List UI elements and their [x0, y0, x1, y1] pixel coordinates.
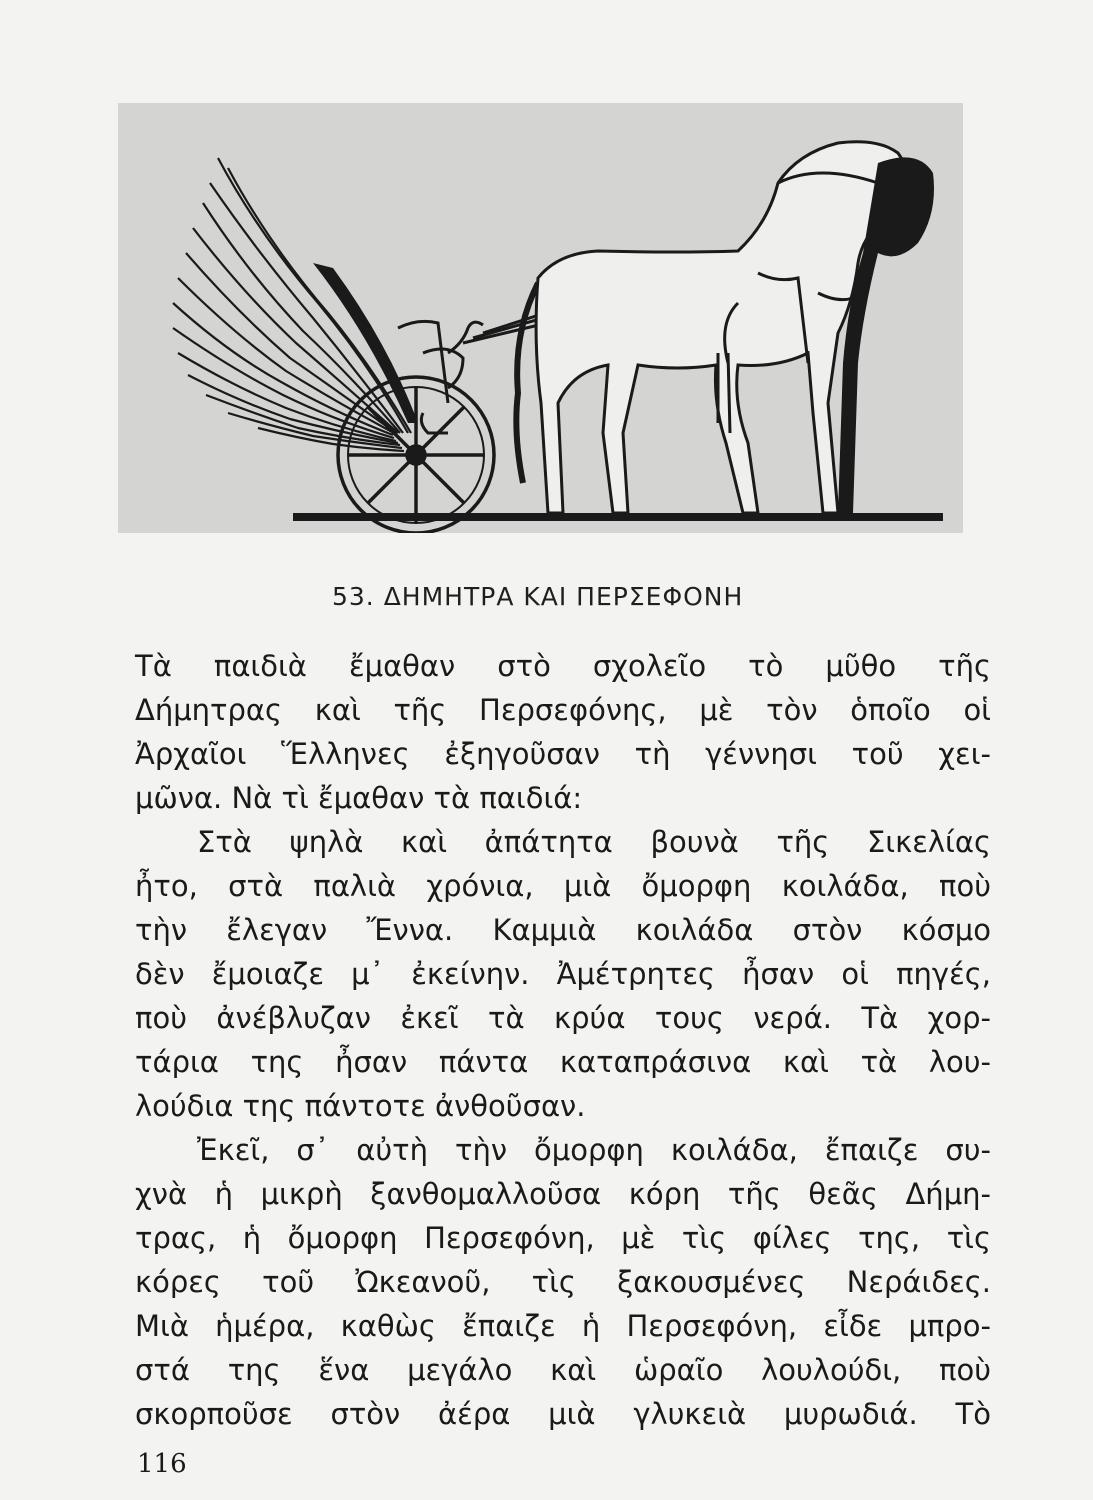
text-line: Ἐκεῖ, σ᾿ αὐτὴ τὴν ὄμορφη κοιλάδα, ἔπαιζε συ- [197, 1133, 991, 1167]
winged-chariot-horse-illustration [118, 103, 963, 533]
chariot-wheel [338, 377, 494, 533]
wing-illustration [173, 158, 411, 451]
text-line: δὲν ἔμοιαζε μ᾿ ἐκείνην. Ἀμέτρητες ἦσαν οἱ πηγές, [135, 957, 991, 991]
text-line: τὴν ἔλεγαν Ἔννα. Καμμιὰ κοιλάδα στὸν κόσμο [135, 913, 991, 947]
text-line: σκορποῦσε στὸν ἀέρα μιὰ γλυκειὰ μυρωδιά. Τὸ [135, 1397, 991, 1431]
text-line: Τὰ παιδιὰ ἔμαθαν στὸ σχολεῖο τὸ μῦθο τῆς [135, 649, 991, 683]
text-line: λούδια της πάντοτε ἀνθοῦσαν. [135, 1089, 586, 1123]
text-line: ἦτο, στὰ παλιὰ χρόνια, μιὰ ὄμορφη κοιλάδα, ποὺ [135, 869, 991, 903]
text-line: κόρες τοῦ Ὠκεανοῦ, τὶς ξακουσμένες Νεράιδες. [135, 1265, 991, 1299]
text-line: Ἀρχαῖοι Ἕλληνες ἐξηγοῦσαν τὴ γέννησι τοῦ χει- [135, 737, 991, 771]
text-line: στά της ἕνα μεγάλο καὶ ὡραῖο λουλούδι, ποὺ [135, 1353, 991, 1387]
chariot-illustration [118, 103, 963, 533]
text-line: ποὺ ἀνέβλυζαν ἐκεῖ τὰ κρύα τους νερά. Τὰ χορ- [135, 1001, 991, 1035]
text-line: τάρια της ἦσαν πάντα καταπράσινα καὶ τὰ λου- [135, 1045, 991, 1079]
chapter-title: 53. ΔΗΜΗΤΡΑ ΚΑΙ ΠΕΡΣΕΦΟΝΗ [332, 582, 744, 611]
text-line: μῶνα. Νὰ τὶ ἔμαθαν τὰ παιδιά: [135, 781, 583, 815]
text-line: Στὰ ψηλὰ καὶ ἀπάτητα βουνὰ τῆς Σικελίας [197, 825, 991, 859]
wing-dark-feather [313, 263, 418, 423]
text-line: Μιὰ ἡμέρα, καθὼς ἔπαιζε ἡ Περσεφόνη, εἶδε μπρο- [135, 1309, 991, 1343]
text-line: τρας, ἡ ὄμορφη Περσεφόνη, μὲ τὶς φίλες της, τὶς [135, 1221, 991, 1255]
text-line: Δήμητρας καὶ τῆς Περσεφόνης, μὲ τὸν ὁποῖο οἱ [135, 693, 991, 727]
body-text [135, 644, 991, 1436]
text-line: χνὰ ἡ μικρὴ ξανθομαλλοῦσα κόρη τῆς θεᾶς Δήμη- [135, 1177, 991, 1211]
page-number: 116 [137, 1449, 187, 1479]
